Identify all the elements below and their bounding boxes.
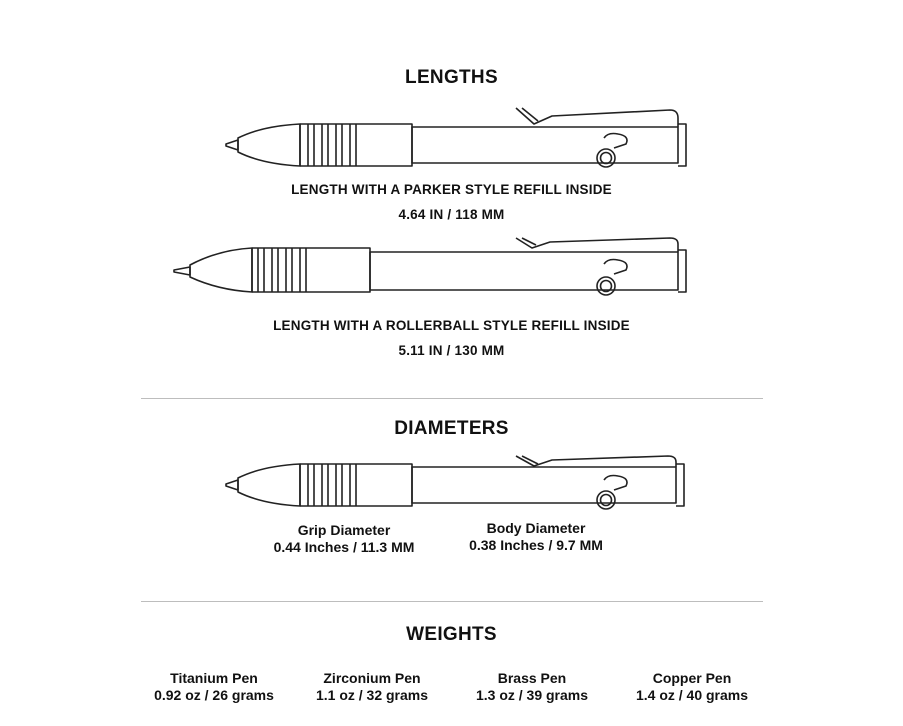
weight-label: Brass Pen [497,670,567,686]
weight-item-copper [602,670,782,704]
weight-label: Copper Pen [652,670,732,686]
parker-length-value: 4.64 IN / 118 MM [398,207,505,222]
section-divider [141,601,763,602]
lengths-heading: LENGTHS [405,67,498,88]
weight-label: Zirconium Pen [323,670,421,686]
grip-diameter-label: Grip Diameter [297,522,391,538]
weights-heading: WEIGHTS [406,624,497,645]
pen-illustration-diameters [222,452,692,522]
body-diameter-label: Body Diameter [486,520,586,536]
weight-label: Titanium Pen [170,670,258,686]
weight-value: 0.92 oz / 26 grams [154,687,274,703]
weight-value: 1.3 oz / 39 grams [475,687,589,703]
parker-length-label: LENGTH WITH A PARKER STYLE REFILL INSIDE [291,182,612,197]
section-divider [141,398,763,399]
rollerball-length-label: LENGTH WITH A ROLLERBALL STYLE REFILL INSIDE [273,318,630,333]
grip-diameter-value: 0.44 Inches / 11.3 MM [273,539,415,555]
pen-illustration-parker [222,104,692,174]
weight-value: 1.1 oz / 32 grams [315,687,429,703]
weight-item-zirconium [282,670,462,704]
body-diameter-value: 0.38 Inches / 9.7 MM [469,537,603,553]
body-diameter-spec [446,520,626,554]
diameters-heading: DIAMETERS [394,418,509,439]
rollerball-length-value: 5.11 IN / 130 MM [398,343,505,358]
weight-value: 1.4 oz / 40 grams [635,687,749,703]
weight-item-titanium [124,670,304,704]
weight-item-brass [442,670,622,704]
grip-diameter-spec [254,522,434,556]
pen-illustration-rollerball [170,234,692,304]
